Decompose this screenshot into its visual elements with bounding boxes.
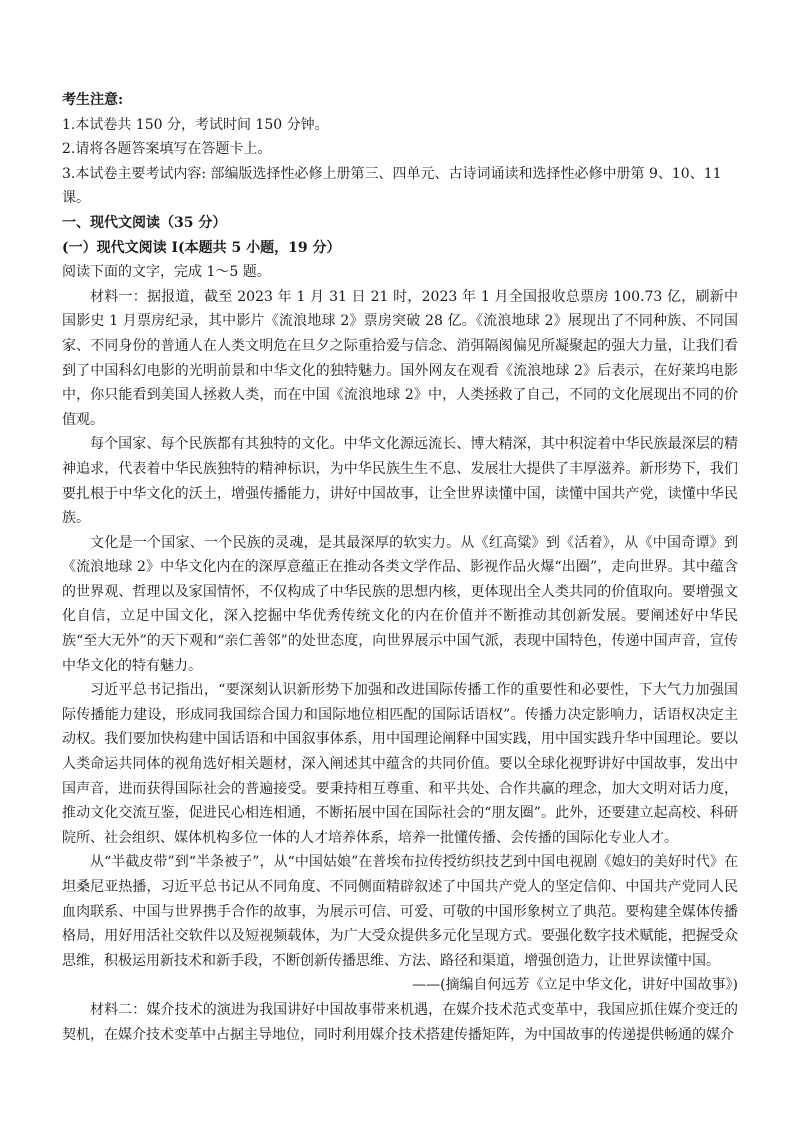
notice-item-1: 1.本试卷共 150 分，考试时间 150 分钟。 [62,116,329,133]
material1-paragraph: 材料一：据报道，截至 2023 年 1 月 31 日 21 时，2023 年 1 月全国报收总票房 100.73 亿，刷新中国影史 1 月票房纪录，其中影片《流浪地球 2》票房突破 28 亿。《流浪地球 2》展现出了不同种族、不同国家、不同身份的普通人在人类文明危在旦夕之际重拾爱与信念、消弭隔阂偏见所凝聚起的强大力量，让我们看到了中国科幻电影的光明前景和中华文化的独特魅力。国外网友在观看《流浪地球 2》后表示，在好莱坞电影中，你只能看到美国人拯救人类，而在中国《流浪地球 2》中，人类拯救了自己，不同的文化展现出不同的价值观。 [62,288,738,428]
section-subtitle: (一）现代文阅读 I(本题共 5 小题，19 分） [62,239,341,256]
material1-source: ——(摘编自何远芳《立足中华文化，讲好中国故事》) [412,977,738,994]
material1-paragraph: 习近平总书记指出，“要深刻认识新形势下加强和改进国际传播工作的重要性和必要性，下大气力加强国际传播能力建设，形成同我国综合国力和国际地位相匹配的国际话语权”。传播力决定影响力，话语权决定主动权。我们要加快构建中国话语和中国叙事体系，用中国理论阐释中国实践，用中国实践升华中国理论。要以人类命运共同体的视角选好相关题材，深入阐述其中蕴含的共同价值。要以全球化视野讲好中国故事，发出中国声音，进而获得国际社会的普遍接受。要秉持相互尊重、和平共处、合作共赢的理念，加大文明对话力度，推动文化交流互鉴，促进民心相连相通，不断拓展中国在国际社会的“朋友圈”。此外，还要建立起高校、科研院所、社会组织、媒体机构多位一体的人才培养体系，培养一批懂传播、会传播的国际化专业人才。 [62,682,738,846]
notice-title: 考生注意: [62,92,124,108]
notice-item-3: 3.本试卷主要考试内容: 部编版选择性必修上册第三、四单元、古诗词诵读和选择性必修中册第 9、10、11 课。 [62,165,722,207]
material1-paragraph: 每个国家、每个民族都有其独特的文化。中华文化源远流长、博大精深，其中积淀着中华民族最深层的精神追求，代表着中华民族独特的精神标识，为中华民族生生不息、发展壮大提供了丰厚滋养。新形势下，我们要扎根于中华文化的沃土，增强传播能力，讲好中国故事，让全世界读懂中国，读懂中国共产党，读懂中华民族。 [62,436,738,527]
notice-item-2: 2.请将各题答案填写在答题卡上。 [62,141,272,158]
material1-paragraph: 文化是一个国家、一个民族的灵魂，是其最深厚的软实力。从《红高粱》到《活着》，从《中国奇谭》到《流浪地球 2》中华文化内在的深厚意蕴正在推动各类文学作品、影视作品火爆“出圈”，走向世界。其中蕴含的世界观、哲理以及家国情怀，不仅构成了中华民族的思想内核，更体现出全人类共同的价值取向。要增强文化自信，立足中国文化，深入挖掘中华优秀传统文化的内在价值并不断推动其创新发展。要阐述好中华民族“至大无外”的天下观和“亲仁善邻”的处世态度，向世界展示中国气派，表现中国特色，传递中国声音，宣传中华文化的特有魅力。 [62,534,738,674]
material2-paragraph: 材料二：媒介技术的演进为我国讲好中国故事带来机遇，在媒介技术范式变革中，我国应抓住媒介变迁的契机，在媒介技术变革中占据主导地位，同时利用媒介技术搭建传播矩阵，为中国故事的传递提供畅通的媒介 [62,1001,738,1043]
section-title: 一、现代文阅读（35 分） [62,214,227,231]
material1-paragraph: 从“半截皮带”到“半条被子”，从“中国姑娘”在普埃布拉传授纺织技艺到中国电视剧《媳妇的美好时代》在坦桑尼亚热播，习近平总书记从不同角度、不同侧面精辟叙述了中国共产党人的坚定信仰、中国共产党同人民血肉联系、中国与世界携手合作的故事，为展示可信、可爱、可敬的中国形象树立了典范。要构建全媒体传播格局，用好用活社交软件以及短视频载体，为广大受众提供多元化呈现方式。要强化数字技术赋能，把握受众思维，积极运用新技术和新手段，不断创新传播思维、方法、路径和渠道，增强创造力，让世界读懂中国。 [62,854,738,969]
exam-page [62,88,738,1047]
reading-instruction: 阅读下面的文字，完成 1～5 题。 [62,264,271,281]
